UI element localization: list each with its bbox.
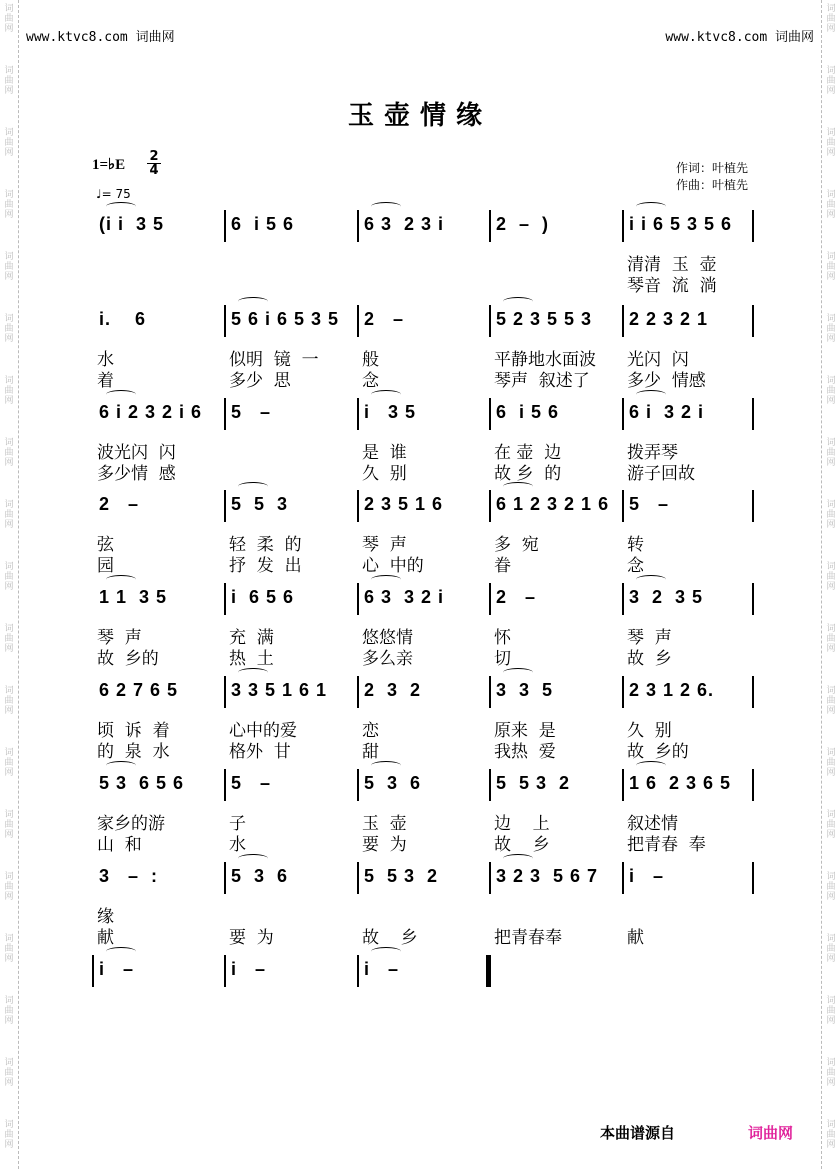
measure-notes: 1 6 2 3 6 5 [629, 773, 732, 793]
measure-notes: i 6 5 6 [231, 587, 295, 607]
lyric-text: 把青春 奉 [627, 835, 706, 855]
barline [224, 210, 226, 242]
lyric-text: 悠悠情 [362, 628, 413, 648]
lyric-text: 缘 [97, 907, 114, 927]
barline [752, 305, 754, 337]
lyric-text: 念 [362, 371, 379, 391]
lyric-text: 心 中的 [362, 556, 424, 576]
barline [489, 210, 491, 242]
lyric-text: 故 乡 [362, 928, 418, 948]
lyric-text: 拨弄琴 [627, 443, 678, 463]
measure-notes: i – [629, 866, 665, 886]
slur-mark [106, 761, 136, 770]
side-watermark-mark: 词 曲 网 [4, 190, 14, 220]
barline [752, 210, 754, 242]
slur-mark [503, 297, 533, 306]
lyric-text: 眷 [494, 556, 511, 576]
measure-notes: 6 3 3 2 i [364, 587, 445, 607]
barline [622, 769, 624, 801]
slur-mark [636, 202, 666, 211]
barline [224, 955, 226, 987]
lyric-text: 清清 玉 壶 [627, 255, 717, 275]
song-title: 玉壶情缘 [347, 101, 492, 131]
lyric-text: 园 [97, 556, 114, 576]
lyric-text: 充 满 [229, 628, 274, 648]
slur-mark [238, 668, 268, 677]
side-watermark-mark: 词 曲 网 [4, 66, 14, 96]
barline [224, 398, 226, 430]
barline [622, 398, 624, 430]
barline [622, 862, 624, 894]
measure-notes: 3 3 5 [496, 680, 554, 700]
lyric-text: 故 乡的 [627, 742, 689, 762]
measure-notes: 5 5 3 [231, 494, 289, 514]
barline [224, 862, 226, 894]
slur-mark [106, 575, 136, 584]
side-watermark-mark: 词 曲 网 [826, 686, 836, 716]
slur-mark [636, 575, 666, 584]
lyric-text: 念 [627, 556, 644, 576]
measure-notes: 1 1 3 5 [99, 587, 168, 607]
side-watermark-mark: 词 曲 网 [826, 252, 836, 282]
side-watermark-mark: 词 曲 网 [4, 314, 14, 344]
side-watermark-mark: 词 曲 网 [826, 376, 836, 406]
measure-notes: (i i 3 5 [99, 214, 165, 234]
measure-notes: 3 – : [99, 866, 159, 886]
side-watermark-mark: 词 曲 网 [4, 748, 14, 778]
measure-notes: i 3 5 [364, 402, 417, 422]
barline [622, 305, 624, 337]
barline [622, 676, 624, 708]
lyric-text: 献 [97, 928, 114, 948]
side-watermark-mark: 词 曲 网 [826, 128, 836, 158]
lyric-text: 水 [97, 350, 114, 370]
measure-notes: 2 2 3 2 1 [629, 309, 709, 329]
barline [489, 490, 491, 522]
measure-notes: i i 6 5 3 5 6 [629, 214, 733, 234]
barline [92, 955, 94, 987]
footer-brand: 词曲网 [748, 1124, 794, 1142]
side-watermark-mark: 词 曲 网 [826, 1120, 836, 1150]
measure-notes: 6 i 5 6 [496, 402, 560, 422]
slur-mark [106, 202, 136, 211]
lyric-text: 边 上 [494, 814, 550, 834]
slur-mark [371, 390, 401, 399]
side-watermark-mark: 词 曲 网 [826, 438, 836, 468]
side-watermark-mark: 词 曲 网 [826, 810, 836, 840]
lyric-text: 转 [627, 535, 644, 555]
lyric-text: 要 为 [362, 835, 407, 855]
lyric-text: 叙述情 [627, 814, 678, 834]
barline [357, 490, 359, 522]
barline [224, 583, 226, 615]
side-watermark-mark: 词 曲 网 [826, 314, 836, 344]
lyric-text: 玉 壶 [362, 814, 407, 834]
lyric-text: 切 [494, 649, 511, 669]
barline [486, 955, 491, 987]
barline [622, 583, 624, 615]
lyric-text: 琴 声 [97, 628, 142, 648]
measure-notes: 3 2 3 5 6 7 [496, 866, 599, 886]
measure-notes: 6 3 2 3 i [364, 214, 445, 234]
slur-mark [371, 202, 401, 211]
measure-notes: 5 – [629, 494, 670, 514]
slur-mark [636, 761, 666, 770]
slur-mark [503, 482, 533, 491]
measure-notes: 2 – [496, 587, 537, 607]
lyric-text: 抒 发 出 [229, 556, 302, 576]
slur-mark [371, 947, 401, 956]
side-watermark-mark: 词 曲 网 [4, 128, 14, 158]
lyric-text: 的 泉 水 [97, 742, 170, 762]
barline [357, 305, 359, 337]
slur-mark [238, 854, 268, 863]
lyric-text: 般 [362, 350, 379, 370]
lyric-text: 子 [229, 814, 246, 834]
lyric-text: 故 乡 [627, 649, 672, 669]
measure-notes: 2 3 1 2 6. [629, 680, 715, 700]
tempo-marking: ♩= 75 [96, 187, 131, 201]
side-watermark-mark: 词 曲 网 [826, 748, 836, 778]
composer-credit: 作曲：叶植先 [675, 178, 748, 192]
side-watermark-mark: 词 曲 网 [826, 4, 836, 34]
side-watermark-mark: 词 曲 网 [4, 4, 14, 34]
side-watermark-mark: 词 曲 网 [4, 934, 14, 964]
barline [622, 490, 624, 522]
lyric-text: 把青春奉 [494, 928, 562, 948]
lyric-text: 家乡的游 [97, 814, 165, 834]
measure-notes: 6 i 2 3 2 i 6 [99, 402, 203, 422]
slur-mark [503, 668, 533, 677]
lyric-text: 轻 柔 的 [229, 535, 302, 555]
measure-notes: 3 2 3 5 [629, 587, 704, 607]
lyric-text: 顷 诉 着 [97, 721, 170, 741]
measure-notes: 5 6 i 6 5 3 5 [231, 309, 340, 329]
side-watermark-mark: 词 曲 网 [826, 190, 836, 220]
measure-notes: 3 3 5 1 6 1 [231, 680, 328, 700]
lyric-text: 多么亲 [362, 649, 413, 669]
measure-notes: 5 5 3 2 [496, 773, 571, 793]
lyric-text: 游子回故 [627, 464, 695, 484]
footer-source-label: 本曲谱源自 [600, 1124, 676, 1142]
lyric-text: 甜 [362, 742, 379, 762]
lyric-text: 心中的爱 [229, 721, 297, 741]
side-watermark-mark: 词 曲 网 [826, 66, 836, 96]
measure-notes: 2 – [99, 494, 140, 514]
side-watermark-mark: 词 曲 网 [826, 500, 836, 530]
barline [752, 583, 754, 615]
slur-mark [238, 482, 268, 491]
side-watermark-mark: 词 曲 网 [4, 872, 14, 902]
slur-mark [106, 390, 136, 399]
measure-notes: 5 3 6 5 6 [99, 773, 185, 793]
barline [224, 769, 226, 801]
measure-notes: 5 3 6 [364, 773, 422, 793]
barline [752, 490, 754, 522]
slur-mark [106, 947, 136, 956]
side-watermark-mark: 词 曲 网 [826, 1058, 836, 1088]
measure-notes: 2 3 2 [364, 680, 422, 700]
barline [489, 676, 491, 708]
side-watermark-mark: 词 曲 网 [4, 376, 14, 406]
side-watermark-mark: 词 曲 网 [4, 686, 14, 716]
barline [489, 862, 491, 894]
lyric-text: 多少情 感 [97, 464, 176, 484]
lyric-text: 献 [627, 928, 644, 948]
barline [489, 769, 491, 801]
lyric-text: 热 土 [229, 649, 274, 669]
side-watermark-mark: 词 曲 网 [4, 562, 14, 592]
barline [752, 862, 754, 894]
lyric-text: 多少 思 [229, 371, 291, 391]
side-watermark-mark: 词 曲 网 [826, 562, 836, 592]
side-watermark-mark: 词 曲 网 [826, 624, 836, 654]
measure-notes: i – [99, 959, 135, 979]
lyric-text: 平静地水面波 [494, 350, 596, 370]
lyric-text: 久 别 [627, 721, 672, 741]
lyric-text: 着 [97, 371, 114, 391]
lyric-text: 多少 情感 [627, 371, 706, 391]
barline [489, 583, 491, 615]
barline [357, 769, 359, 801]
barline [224, 676, 226, 708]
slur-mark [238, 297, 268, 306]
slur-mark [371, 575, 401, 584]
lyric-text: 原来 是 [494, 721, 556, 741]
side-watermark-mark: 词 曲 网 [4, 252, 14, 282]
side-watermark-mark: 词 曲 网 [4, 1058, 14, 1088]
measure-notes: i – [231, 959, 267, 979]
slur-mark [371, 761, 401, 770]
barline [357, 955, 359, 987]
lyric-text: 我热 爱 [494, 742, 556, 762]
side-watermark-mark: 词 曲 网 [4, 438, 14, 468]
measure-notes: 2 – ) [496, 214, 550, 234]
lyric-text: 多 宛 [494, 535, 539, 555]
time-denominator: 4 [149, 163, 159, 178]
measure-notes: 6 2 7 6 5 [99, 680, 179, 700]
lyric-text: 弦 [97, 535, 114, 555]
side-watermark-mark: 词 曲 网 [4, 996, 14, 1026]
side-watermark-mark: 词 曲 网 [826, 872, 836, 902]
side-watermark-mark: 词 曲 网 [4, 624, 14, 654]
barline [357, 398, 359, 430]
side-watermark-mark: 词 曲 网 [4, 500, 14, 530]
barline [622, 210, 624, 242]
side-watermark-mark: 词 曲 网 [4, 1120, 14, 1150]
lyric-text: 故 乡 的 [494, 464, 562, 484]
lyric-text: 波光闪 闪 [97, 443, 176, 463]
measure-notes: 5 – [231, 773, 272, 793]
slur-mark [636, 390, 666, 399]
measure-notes: 5 5 3 2 [364, 866, 439, 886]
measure-notes: 6 i 3 2 i [629, 402, 705, 422]
barline [752, 769, 754, 801]
lyric-text: 琴 声 [627, 628, 672, 648]
side-watermark-mark: 词 曲 网 [826, 996, 836, 1026]
lyric-text: 久 别 [362, 464, 407, 484]
lyric-text: 似明 镜 一 [229, 350, 319, 370]
lyric-text: 恋 [362, 721, 379, 741]
barline [357, 862, 359, 894]
lyric-text: 琴声 叙述了 [494, 371, 590, 391]
site-watermark-left: www.ktvc8.com 词曲网 [26, 30, 175, 45]
lyric-text: 琴 声 [362, 535, 407, 555]
time-numerator: 2 [147, 150, 161, 164]
lyric-text: 在 壶 边 [494, 443, 562, 463]
barline [357, 583, 359, 615]
measure-notes: 2 – [364, 309, 405, 329]
slur-mark [503, 854, 533, 863]
measure-notes: 5 – [231, 402, 272, 422]
measure-notes: 2 3 5 1 6 [364, 494, 444, 514]
measure-notes: i. 6 [99, 309, 147, 329]
barline [752, 676, 754, 708]
barline [224, 490, 226, 522]
measure-notes: i – [364, 959, 400, 979]
lyric-text: 格外 甘 [229, 742, 291, 762]
lyric-text: 故 乡 [494, 835, 550, 855]
lyric-text: 故 乡的 [97, 649, 159, 669]
measure-notes: 6 i 5 6 [231, 214, 295, 234]
key-signature: 1=♭E [92, 157, 126, 173]
lyricist-credit: 作词：叶植先 [675, 161, 748, 175]
site-watermark-right: www.ktvc8.com 词曲网 [665, 30, 814, 45]
side-watermark-mark: 词 曲 网 [826, 934, 836, 964]
barline [752, 398, 754, 430]
lyric-text: 要 为 [229, 928, 274, 948]
barline [224, 305, 226, 337]
measure-notes: 6 1 2 3 2 1 6 [496, 494, 610, 514]
measure-notes: 5 3 6 [231, 866, 289, 886]
lyric-text: 水 [229, 835, 246, 855]
barline [357, 210, 359, 242]
barline [489, 398, 491, 430]
barline [489, 305, 491, 337]
lyric-text: 山 和 [97, 835, 142, 855]
lyric-text: 光闪 闪 [627, 350, 689, 370]
measure-notes: 5 2 3 5 5 3 [496, 309, 593, 329]
lyric-text: 琴音 流 淌 [627, 276, 717, 296]
barline [357, 676, 359, 708]
lyric-text: 是 谁 [362, 443, 407, 463]
lyric-text: 怀 [494, 628, 511, 648]
side-watermark-mark: 词 曲 网 [4, 810, 14, 840]
